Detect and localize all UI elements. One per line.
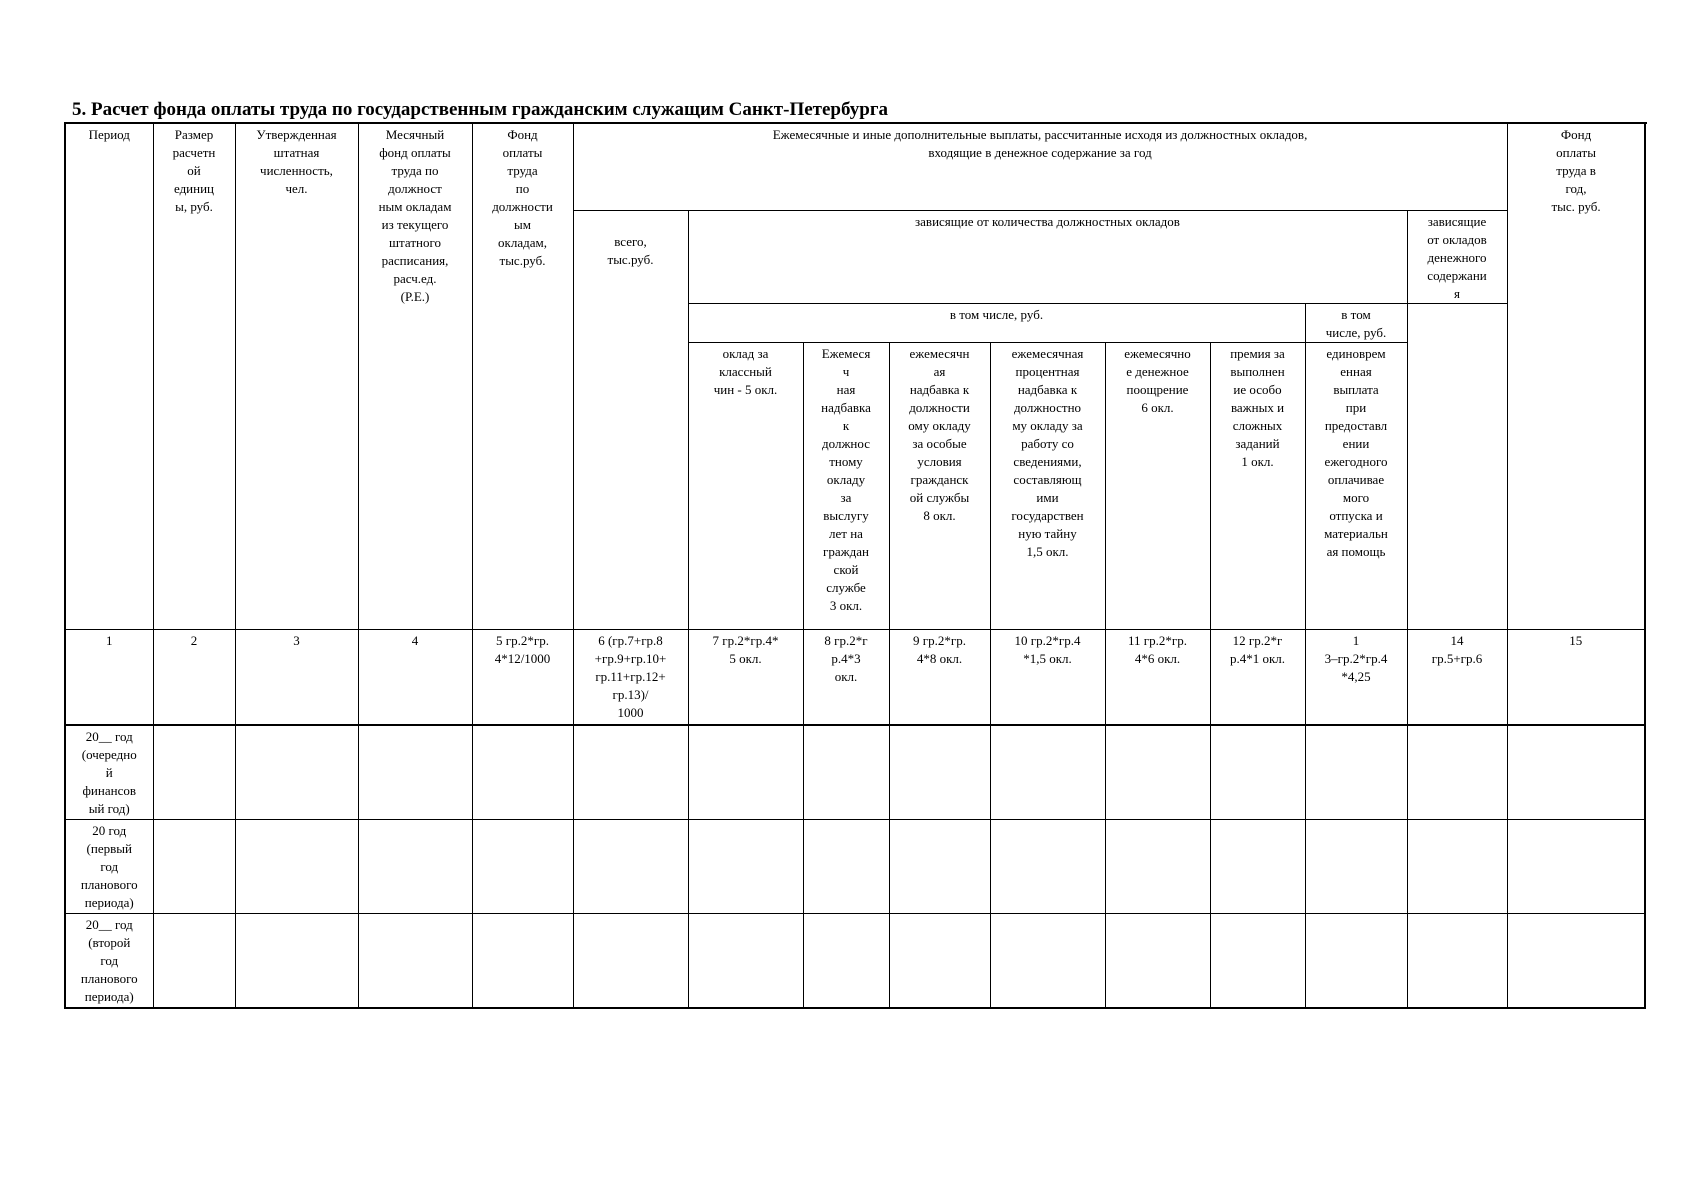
data-cell[interactable]: [889, 725, 990, 820]
table-row: [65, 914, 1645, 1009]
colnum-2: 2: [153, 630, 235, 726]
data-cell[interactable]: [235, 914, 358, 1009]
colnum-8: 8 гр.2*г р.4*3 окл.: [803, 630, 889, 726]
colnum-6: 6 (гр.7+гр.8 +гр.9+гр.10+ гр.11+гр.12+ гр.13)/ 1000: [573, 630, 688, 726]
data-cell[interactable]: [803, 820, 889, 914]
data-cell[interactable]: [472, 820, 573, 914]
header-period: Период: [65, 123, 153, 630]
data-cell[interactable]: [573, 914, 688, 1009]
colnum-3: 3: [235, 630, 358, 726]
data-cell[interactable]: [1105, 725, 1210, 820]
header-col-13: единоврем енная выплата при предоставл ении ежегодного оплачивае мого отпуска и материальн ая помощь: [1305, 343, 1407, 630]
payroll-fund-table: [64, 122, 1646, 1009]
data-cell[interactable]: [889, 820, 990, 914]
header-staff-count: Утвержденная штатная численность, чел.: [235, 123, 358, 630]
header-col-7: оклад за классный чин - 5 окл.: [688, 343, 803, 630]
data-cell[interactable]: [1507, 820, 1645, 914]
data-cell[interactable]: [472, 725, 573, 820]
colnum-9: 9 гр.2*гр. 4*8 окл.: [889, 630, 990, 726]
data-cell[interactable]: [803, 725, 889, 820]
header-col-8: Ежемеся ч ная надбавка к должнос тному окладу за выслугу лет на граждан ской службе 3 окл.: [803, 343, 889, 630]
data-cell[interactable]: [688, 725, 803, 820]
colnum-1: 1: [65, 630, 153, 726]
data-cell[interactable]: [1305, 725, 1407, 820]
data-cell[interactable]: [1210, 914, 1305, 1009]
colnum-5: 5 гр.2*гр. 4*12/1000: [472, 630, 573, 726]
header-incl-rub-short: в том числе, руб.: [1305, 304, 1407, 343]
header-incl-rub: в том числе, руб.: [688, 304, 1305, 343]
header-rate-size: Размер расчетн ой единиц ы, руб.: [153, 123, 235, 630]
data-cell[interactable]: [153, 820, 235, 914]
data-cell[interactable]: [1305, 914, 1407, 1009]
header-annual-fund: Фонд оплаты труда в год, тыс. руб.: [1507, 123, 1645, 630]
data-cell[interactable]: [358, 725, 472, 820]
data-cell[interactable]: [1507, 725, 1645, 820]
period-cell: 20__ год (очередно й финансов ый год): [65, 725, 153, 820]
header-col-10: ежемесячная процентная надбавка к должностно му окладу за работу со сведениями, составляющ ими государствен ную тайну 1,5 окл.: [990, 343, 1105, 630]
data-cell[interactable]: [990, 820, 1105, 914]
data-cell[interactable]: [1210, 725, 1305, 820]
header-col-12: премия за выполнен ие особо важных и сложных заданий 1 окл.: [1210, 343, 1305, 630]
header-depend-count: зависящие от количества должностных окладов: [688, 211, 1407, 304]
header-col-11: ежемесячно е денежное поощрение 6 окл.: [1105, 343, 1210, 630]
data-cell[interactable]: [688, 914, 803, 1009]
data-cell[interactable]: [688, 820, 803, 914]
data-cell[interactable]: [1305, 820, 1407, 914]
column-number-row: [65, 630, 1645, 726]
data-cell[interactable]: [990, 914, 1105, 1009]
data-cell[interactable]: [1407, 820, 1507, 914]
table-row: [65, 820, 1645, 914]
table-row: [65, 725, 1645, 820]
header-salary-fund: Фонд оплаты труда по должности ым окладам, тыс.руб.: [472, 123, 573, 630]
data-cell[interactable]: [358, 820, 472, 914]
header-col-9: ежемесячн ая надбавка к должности ому окладу за особые условия гражданск ой службы 8 окл.: [889, 343, 990, 630]
data-cell[interactable]: [1507, 914, 1645, 1009]
period-cell: 20 год (первый год планового периода): [65, 820, 153, 914]
header-total: всего, тыс.руб.: [573, 211, 688, 630]
data-cell[interactable]: [803, 914, 889, 1009]
header-monthly-extra-payments: Ежемесячные и иные дополнительные выплаты, рассчитанные исходя из должностных окладов, входящие в денежное содержание за год: [573, 123, 1507, 211]
document-title: 5. Расчет фонда оплаты труда по государственным гражданским служащим Санкт-Петербурга: [72, 99, 888, 120]
data-cell[interactable]: [235, 725, 358, 820]
header-monthly-fund: Месячный фонд оплаты труда по должност ным окладам из текущего штатного расписания, расч.ед. (Р.Е.): [358, 123, 472, 630]
data-cell[interactable]: [573, 725, 688, 820]
colnum-11: 11 гр.2*гр. 4*6 окл.: [1105, 630, 1210, 726]
data-cell[interactable]: [1105, 820, 1210, 914]
data-cell[interactable]: [235, 820, 358, 914]
data-cell[interactable]: [1407, 725, 1507, 820]
colnum-15: 15: [1507, 630, 1645, 726]
data-cell[interactable]: [153, 914, 235, 1009]
colnum-12: 12 гр.2*г р.4*1 окл.: [1210, 630, 1305, 726]
data-cell[interactable]: [1407, 914, 1507, 1009]
colnum-7: 7 гр.2*гр.4* 5 окл.: [688, 630, 803, 726]
colnum-13: 1 3–гр.2*гр.4 *4,25: [1305, 630, 1407, 726]
header-row-1: [65, 123, 1645, 211]
data-cell[interactable]: [472, 914, 573, 1009]
colnum-4: 4: [358, 630, 472, 726]
data-cell[interactable]: [990, 725, 1105, 820]
data-cell[interactable]: [573, 820, 688, 914]
data-cell[interactable]: [1105, 914, 1210, 1009]
data-cell[interactable]: [153, 725, 235, 820]
colnum-10: 10 гр.2*гр.4 *1,5 окл.: [990, 630, 1105, 726]
period-cell: 20__ год (второй год планового периода): [65, 914, 153, 1009]
data-cell[interactable]: [358, 914, 472, 1009]
colnum-14: 14 гр.5+гр.6: [1407, 630, 1507, 726]
data-cell[interactable]: [1210, 820, 1305, 914]
header-depend-salary: зависящие от окладов денежного содержани я: [1407, 211, 1507, 304]
data-cell[interactable]: [889, 914, 990, 1009]
